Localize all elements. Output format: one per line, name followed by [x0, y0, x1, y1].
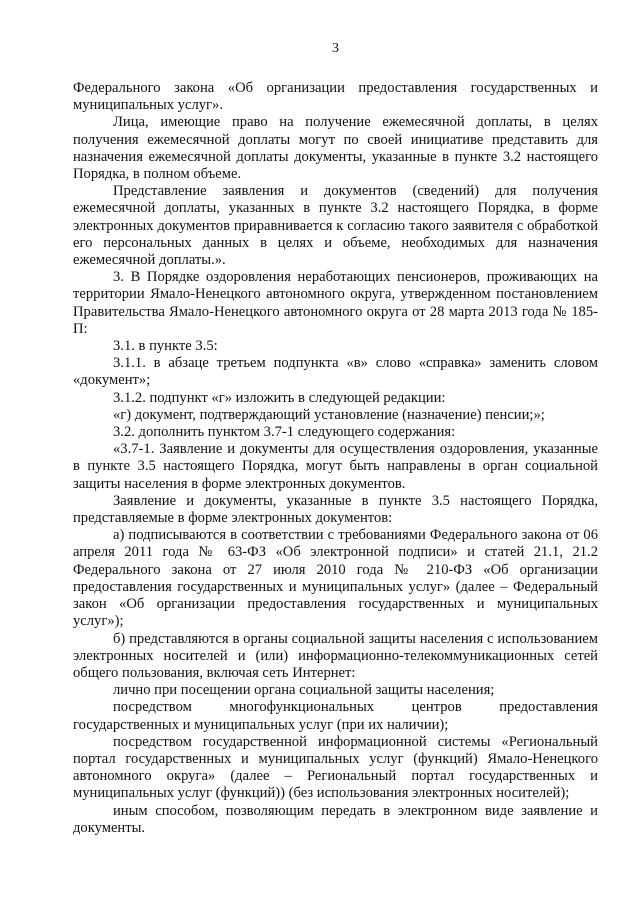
paragraph: Федерального закона «Об организации предоставления государственных и муниципальных услуг».	[73, 80, 598, 114]
paragraph: б) представляются в органы социальной защиты населения с использованием электронных носителей и (или) информационно-телекоммуникационных сетей общего пользования, включая сеть Интернет:	[73, 630, 598, 681]
paragraph: лично при посещении органа социальной защиты населения;	[113, 682, 495, 699]
paragraph: 3.1.2. подпункт «г» изложить в следующей редакции:	[113, 389, 446, 406]
paragraph: посредством многофункциональных центров предоставления государственных и муниципальных услуг (при их наличии);	[73, 699, 598, 733]
paragraph: 3.1.1. в абзаце третьем подпункта «в» слово «справка» заменить словом «документ»;	[73, 355, 598, 389]
paragraph: Представление заявления и документов (сведений) для получения ежемесячной доплаты, указанных в пункте 3.2 настоящего Порядка, в форме электронных документов приравнивается к согласию такого заявителя с обработкой его персональных данных в целях и объеме, необходимых для назначения ежемесячной доплаты.».	[73, 183, 598, 269]
paragraph: 3.2. дополнить пунктом 3.7-1 следующего содержания:	[113, 424, 456, 441]
document-body	[73, 80, 598, 837]
paragraph: 3.1. в пункте 3.5:	[113, 338, 218, 355]
paragraph: «г) документ, подтверждающий установление (назначение) пенсии;»;	[113, 406, 545, 423]
page-number: 3	[332, 41, 339, 56]
paragraph: Заявление и документы, указанные в пункте 3.5 настоящего Порядка, представляемые в форме электронных документов:	[73, 492, 598, 527]
paragraph: «3.7-1. Заявление и документы для осуществления оздоровления, указанные в пункте 3.5 настоящего Порядка, могут быть направлены в орган социальной защиты населения в форме электронных документов.	[73, 441, 598, 492]
paragraph: а) подписываются в соответствии с требованиями Федерального закона от 06 апреля 2011 года № 63-ФЗ «Об электронной подписи» и статей 21.1, 21.2 Федерального закона от 27 июля 2010 года № 210-ФЗ «Об организации предоставления государственных и муниципальных услуг» (далее – Федеральный закон «Об организации предоставления государственных и муниципальных услуг»);	[73, 527, 598, 630]
paragraph: иным способом, позволяющим передать в электронном виде заявление и документы.	[73, 802, 598, 836]
paragraph: посредством государственной информационной системы «Региональный портал государственных и муниципальных услуг (функций) Ямало-Ненецкого автономного округа» (далее – Региональный портал государственных и муниципальных услуг (функций)) (без использования электронных носителей);	[73, 733, 598, 802]
paragraph: 3. В Порядке оздоровления неработающих пенсионеров, проживающих на территории Ямало-Ненецкого автономного округа, утвержденном постановлением Правительства Ямало-Ненецкого автономного округа от 28 марта 2013 года № 185-П:	[73, 269, 598, 337]
paragraph: Лица, имеющие право на получение ежемесячной доплаты, в целях получения ежемесячной доплаты могут по своей инициативе представить для назначения ежемесячной доплаты документы, указанные в пункте 3.2 настоящего Порядка, в полном объеме.	[73, 114, 598, 183]
